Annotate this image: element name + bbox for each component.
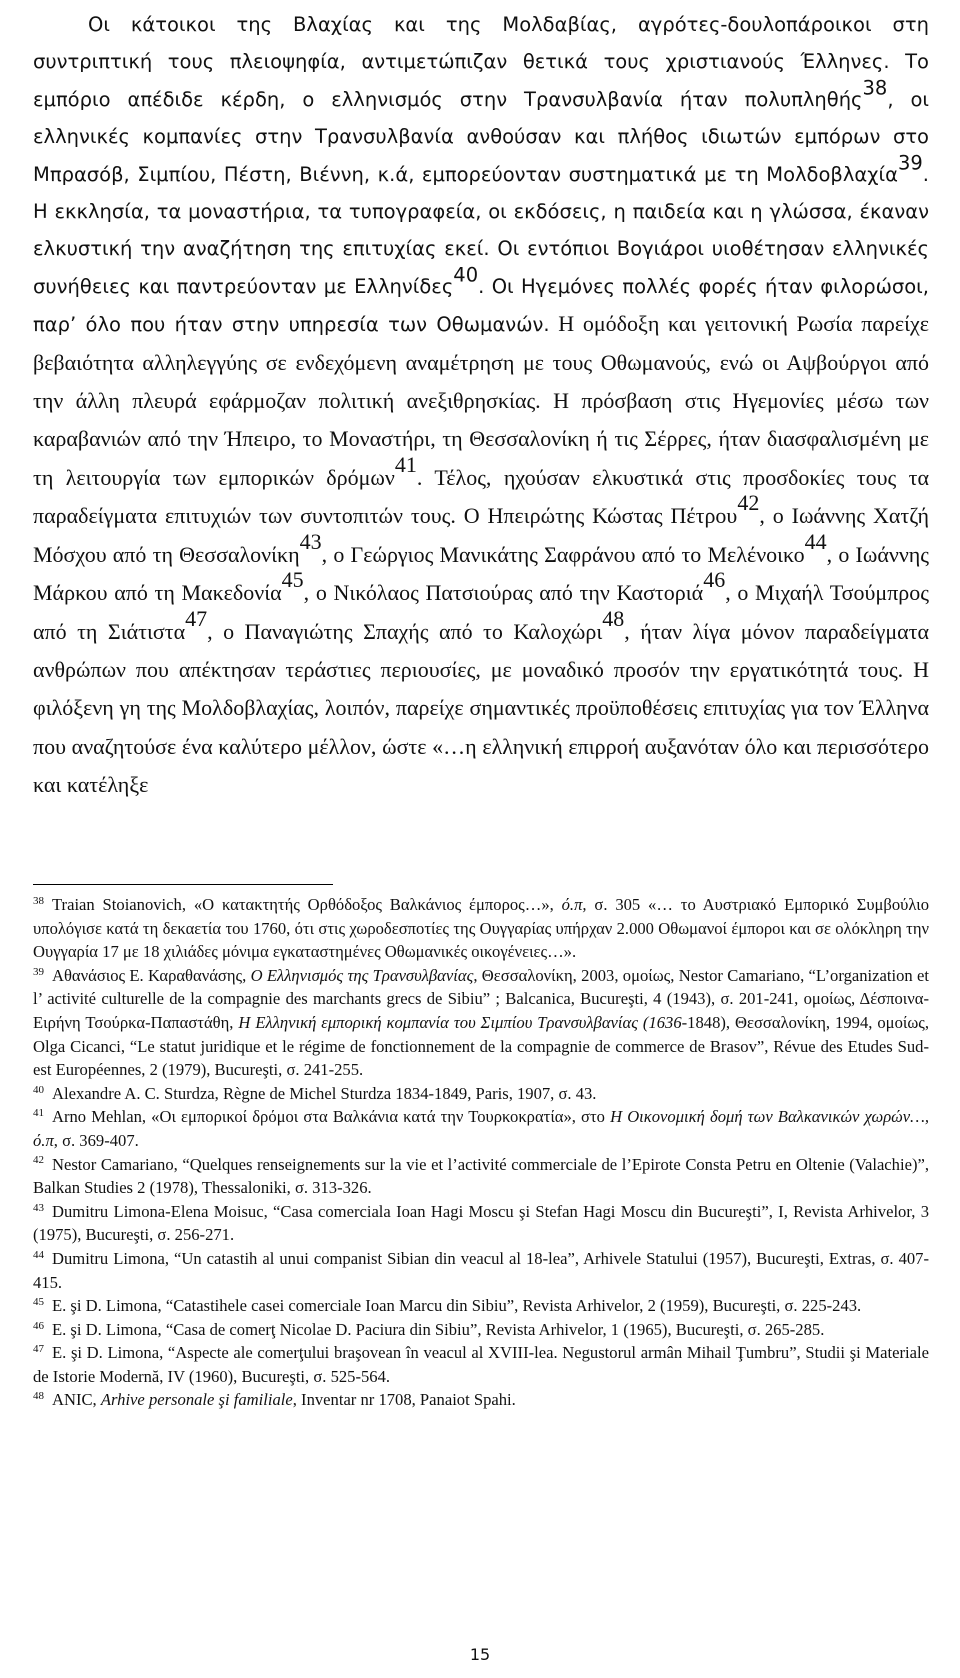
footnote-39 [33,964,929,1082]
footnote-ref-47[interactable]: 47 [185,605,208,631]
footnote-text: Arno Mehlan, «Οι εμπορικοί δρόμοι στα Βαλκάνια κατά την Τουρκοκρατία», στο [52,1107,611,1127]
footnote-ref-46[interactable]: 46 [703,566,726,592]
body-sentence: . Τέλος, ηχούσαν ελκυστικά στις προσδοκίες τους τα παραδείγματα επιτυχιών των συντοπιτών τους. Ο Ηπειρώτης Κώστας Πέτρου [33,464,930,529]
footnote-48 [33,1388,929,1412]
body-sentence: Οι κάτοικοι της Βλαχίας και της Μολδαβίας, αγρότες-δουλοπάροικοι στη συντριπτική τους πλειοψηφία, αντιμετώπιζαν θετικά τους χριστιανούς Έλληνες. Το εμπόριο απέδιδε κέρδη, ο ελληνισμός στην Τρανσυλβανία ήταν πολυπληθής [33,13,929,111]
body-sentence: Η ομόδοξη και γειτονική Ρωσία παρείχε βεβαιότητα αλληλεγγύης σε ενδεχόμενη αναμέτρηση με τους Οθωμανούς, ενώ οι Αψβούργοι από την άλλη πλευρά εφάρμοζαν πολιτική ανεξιθρησκίας. Η πρόσβαση στις Ηγεμονίες μέσω των καραβανιών από την Ήπειρο, το Μοναστήρι, τη Θεσσαλονίκη ή τις Σέρρες, ήταν διασφαλισμένη με τη λειτουργία των εμπορικών δρόμων [33,311,929,490]
body-sentence: , ο Γεώργιος Μανικάτης Σαφράνου από το Μελένοικο [321,541,805,567]
footnote-number: 42 [33,1154,44,1167]
body-sentence: , ο Νικόλαος Πατσιούρας από την Καστοριά [303,580,704,606]
body-sentence: , οι ελληνικές κομπανίες στην Τρανσυλβανία ανθούσαν και πλήθος ιδιωτών εμπόρων στο Μπρασόβ, Σιμπίου, Πέστη, Βιέννη, κ.ά, εμπορεύονταν συστηματικά με τη Μολδοβλαχία [33,87,929,186]
footnote-42 [33,1153,929,1200]
footnote-text: Αθανάσιος Ε. Καραθανάσης, [52,965,251,985]
footnote-44 [33,1247,929,1294]
footnote-number: 45 [33,1296,44,1309]
footnote-text: -1848), Θεσσαλονίκη, 1994, ομοίως, Olga Cicanci, “Le statut juridique et le régime de fonctionnement de la compagnie de commerce de Brasov”, Révue des Etudes Sud-est Européennes, 2 (1979), Bucureşti, σ. 241-255. [33,1012,929,1080]
footnote-text: , Θεσσαλονίκη, 2003, ομοίως, Nestor Camariano, “L’organization et l’ activité culturelle de la compagnie des marchants grecs de Sibiu” ; Balcanica, Bucureşti, 4 (1943), σ. 201-241, ομοίως, Δέσποινα-Ειρήνη Τσούρκα-Παπαστάθη, [33,965,929,1032]
body-sentence: . Η εκκλησία, τα μοναστήρια, τα τυπογραφεία, οι εκδόσεις, η παιδεία και η γλώσσα, έκαναν ελκυστική την αναζήτηση της επιτυχίας εκεί. Οι εντόπιοι Βογιάροι υιοθέτησαν ελληνικές συνήθειες και παντρεύονταν με Ελληνίδες [33,162,929,298]
footnote-italic: ό.π, [561,895,587,914]
footnote-ref-43[interactable]: 43 [299,528,322,554]
page-number: 15 [469,1645,491,1664]
body-sentence: , ο Μιχαήλ Τσούμπρος από τη Σιάτιστα [33,580,929,644]
footnote-separator [33,884,333,885]
body-sentence: . Οι Ηγεμόνες πολλές φορές ήταν φιλορώσοι, παρ’ όλο που ήταν στην υπηρεσία των Οθωμανών. [33,274,929,337]
footnote-43 [33,1200,929,1247]
footnote-text: σ. 305 «… το Αυστριακό Εμπορικό Συμβούλιο υπολόγισε κατά τη δεκαετία του 1760, ότι στις χωροδεσποτίες της Ουγγαρίας υπήρχαν 2.000 Οθωμανοί έμποροι και σε ολόκληρη την Ουγγαρία 17 με 18 χιλιάδες μόνιμα εγκαταστημένες Οθωμανικές οικογένειες…». [33,895,929,962]
footnote-ref-45[interactable]: 45 [281,566,304,592]
footnote-number: 40 [33,1083,44,1096]
footnote-text: E. şi D. Limona, “Aspecte ale comerţului braşovean în veacul al XVIII-lea. Negustorul armân Mihail Ţumbru”, Studii şi Materiale de Istorie Modernă, IV (1960), Bucureşti, σ. 525-564. [33,1343,929,1386]
footnote-text: Dumitru Limona-Elena Moisuc, “Casa comerciala Ioan Hagi Moscu şi Stefan Hagi Moscu din Bucureşti”, I, Revista Arhivelor, 3 (1975), Bucureşti, σ. 256-271. [33,1201,929,1245]
footnote-45 [33,1294,929,1318]
footnote-italic: Η Ελληνική εμπορική κομπανία του Σιμπίου Τρανσυλβανίας (1636 [238,1012,682,1032]
footnote-ref-39[interactable]: 39 [897,150,923,174]
body-sentence: , ο Παναγιώτης Σπαχής από το Καλοχώρι [207,618,603,644]
footnote-italic: Arhive personale şi familiale [100,1390,293,1410]
footnote-text: E. şi D. Limona, “Catastihele casei comerciale Ioan Marcu din Sibiu”, Revista Arhivelor, 2 (1959), Bucureşti, σ. 225-243. [52,1296,862,1316]
footnote-text: E. şi D. Limona, “Casa de comerţ Nicolae D. Paciura din Sibiu”, Revista Arhivelor, 1 (1965), Bucureşti, σ. 265-285. [52,1319,825,1339]
footnote-38 [33,893,929,964]
footnote-ref-42[interactable]: 42 [737,490,760,516]
footnote-text: Traian Stoianovich, «Ο κατακτητής Ορθόδοξος Βαλκάνιος έμπορος…», [52,895,562,914]
footnote-ref-48[interactable]: 48 [602,605,625,631]
footnote-text: Dumitru Limona, “Un catastih al unui companist Sibian din veacul al 18-lea”, Arhivele Statului (1957), Bucureşti, Extras, σ. 407- 415. [33,1248,929,1292]
footnote-number: 43 [33,1201,44,1214]
footnote-number: 47 [33,1343,44,1356]
footnote-ref-40[interactable]: 40 [453,263,479,287]
body-sentence: , ο Ιωάννης Χατζή Μόσχου από τη Θεσσαλονίκη [33,503,929,567]
footnote-italic: Η Οικονομική δομή των Βαλκανικών χωρών…, ό.π [33,1107,930,1150]
footnote-number: 48 [33,1390,44,1403]
footnote-47 [33,1341,929,1388]
footnote-text: Alexandre A. C. Sturdza, Règne de Michel Sturdza 1834-1849, Paris, 1907, σ. 43. [52,1083,597,1103]
footnote-number: 39 [33,965,44,978]
footnote-italic: Ο Ελληνισμός της Τρανσυλβανίας [250,965,474,985]
footnote-ref-44[interactable]: 44 [804,528,827,554]
footnote-number: 46 [33,1319,44,1332]
footnote-41 [33,1105,929,1152]
footnotes-section [33,893,929,1412]
footnote-text: ANIC, [52,1390,101,1410]
footnote-number: 44 [33,1248,44,1261]
footnote-text: , Inventar nr 1708, Panaiot Spahi. [292,1390,516,1410]
footnote-40 [33,1082,929,1106]
footnote-ref-38[interactable]: 38 [862,76,888,100]
body-sentence: , ο Ιωάννης Μάρκου από τη Μακεδονία [33,541,929,606]
footnote-number: 41 [33,1107,44,1120]
main-paragraph [33,6,929,805]
footnote-text: Nestor Camariano, “Quelques renseignements sur la vie et l’activité commerciale de l’Epirote Consta Petru en Oltenie (Valachie)”, Balkan Studies 2 (1978), Thessaloniki, σ. 313-326. [33,1154,929,1198]
footnote-ref-41[interactable]: 41 [394,451,417,477]
body-sentence: , ήταν λίγα μόνον παραδείγματα ανθρώπων που απέκτησαν τεράστιες περιουσίες, με μοναδικό προσόν την εργατικότητά τους. Η φιλόξενη γη της Μολδοβλαχίας, λοιπόν, παρείχε σημαντικές προϋποθέσεις επιτυχίας για τον Έλληνα που αναζητούσε ένα καλύτερο μέλλον, ώστε «…η ελληνική επιρροή αυξανόταν όλο και περισσότερο και κατέληξε [33,618,930,798]
footnote-text: , σ. 369-407. [53,1130,139,1150]
footnote-number: 38 [33,894,44,907]
footnote-46 [33,1318,929,1342]
